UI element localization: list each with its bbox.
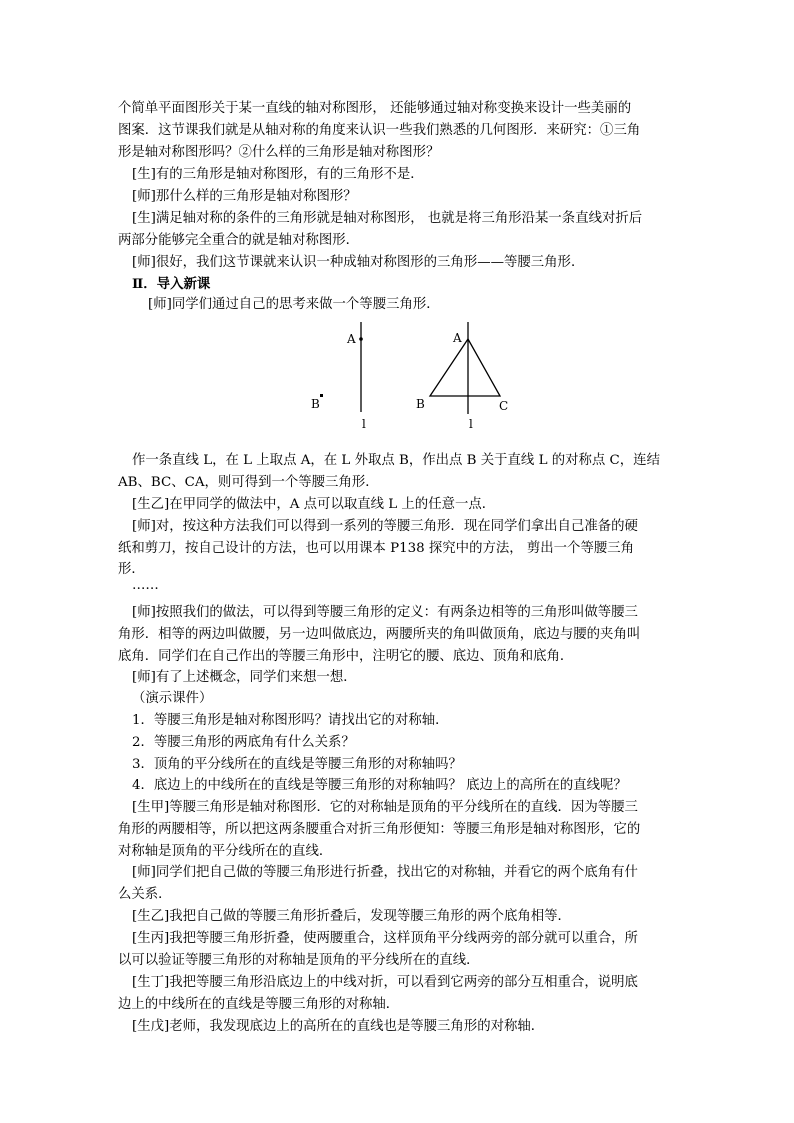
text-line: [师]同学们把自己做的等腰三角形进行折叠，找出它的对称轴，并看它的两个底角有什 xyxy=(132,865,638,880)
text-line: [生乙]我把自己做的等腰三角形折叠后，发现等腰三角形的两个底角相等． xyxy=(132,909,571,924)
text-line: 以可以验证等腰三角形的对称轴是顶角的平分线所在的直线． xyxy=(118,953,480,968)
text-line: [生丁]我把等腰三角形沿底边上的中线对折，可以看到它两旁的部分互相重合，说明底 xyxy=(132,975,638,990)
text-line: 底角．同学们在自己作出的等腰三角形中，注明它的腰、底边、顶角和底角． xyxy=(118,649,574,664)
label-b-left: B xyxy=(311,397,320,411)
question-item: 2．等腰三角形的两底角有什么关系？ xyxy=(132,735,355,750)
text-line: 作一条直线 L，在 L 上取点 A，在 L 外取点 B，作出点 B 关于直线 L 的对称点 C，连结 xyxy=(132,453,660,468)
question-item: 1．等腰三角形是轴对称图形吗？请找出它的对称轴． xyxy=(132,713,449,728)
text-line: [生甲]等腰三角形是轴对称图形．它的对称轴是顶角的平分线所在的直线．因为等腰三 xyxy=(132,800,638,815)
triangle-abc xyxy=(430,339,500,396)
text-line: 么关系． xyxy=(118,887,172,902)
text-line: 形是轴对称图形吗？②什么样的三角形是轴对称图形？ xyxy=(118,145,440,160)
ellipsis: …… xyxy=(132,578,159,593)
text-line: [师]有了上述概念，同学们来想一想． xyxy=(132,670,357,685)
text-line: [生戊]老师，我发现底边上的高所在的直线也是等腰三角形的对称轴． xyxy=(132,1019,545,1034)
text-line: 角形的两腰相等，所以把这两条腰重合对折三角形便知：等腰三角形是轴对称图形，它的 xyxy=(118,822,641,837)
question-item: 4．底边上的中线所在的直线是等腰三角形的对称轴吗？ 底边上的高所在的直线呢？ xyxy=(132,778,627,793)
label-a-right: A xyxy=(453,331,462,345)
text-line: [生丙]我把等腰三角形折叠，使两腰重合，这样顶角平分线两旁的部分就可以重合，所 xyxy=(132,931,638,946)
text-line: 纸和剪刀，按自己设计的方法，也可以用课本 P138 探究中的方法， 剪出一个等腰三角 xyxy=(118,541,635,556)
text-line: 两部分能够完全重合的就是轴对称图形． xyxy=(118,233,360,248)
section-heading: Ⅱ．导入新课 xyxy=(132,276,211,292)
isosceles-triangle-figure xyxy=(300,322,540,434)
text-line: [生乙]在甲同学的做法中，A 点可以取直线 L 上的任意一点． xyxy=(132,497,496,512)
text-line: 形． xyxy=(118,562,145,577)
text-line: [师]同学们通过自己的思考来做一个等腰三角形． xyxy=(148,297,440,312)
point-a-left xyxy=(359,337,363,341)
text-line: AB、BC、CA，则可得到一个等腰三角形． xyxy=(118,475,379,490)
text-line: [师]对，按这种方法我们可以得到一系列的等腰三角形．现在同学们拿出自己准备的硬 xyxy=(132,519,638,534)
question-item: 3．顶角的平分线所在的直线是等腰三角形的对称轴吗？ xyxy=(132,757,462,772)
label-b-right: B xyxy=(416,397,425,411)
text-line: 对称轴是顶角的平分线所在的直线． xyxy=(118,844,333,859)
text-line: [师]那什么样的三角形是轴对称图形？ xyxy=(132,189,357,204)
text-line: 角形．相等的两边叫做腰，另一边叫做底边，两腰所夹的角叫做顶角，底边与腰的夹角叫 xyxy=(118,627,641,642)
point-b-left xyxy=(320,394,323,397)
text-line: [师]很好，我们这节课就来认识一种成轴对称图形的三角形——等腰三角形． xyxy=(132,255,585,270)
text-line: 边上的中线所在的直线是等腰三角形的对称轴． xyxy=(118,997,400,1012)
label-a-left: A xyxy=(347,332,356,346)
label-l-left: l xyxy=(362,417,366,431)
text-line: [生]有的三角形是轴对称图形，有的三角形不是． xyxy=(132,167,424,182)
text-line: （演示课件） xyxy=(132,691,213,706)
label-l-right: l xyxy=(469,417,473,431)
text-line: [师]按照我们的做法，可以得到等腰三角形的定义：有两条边相等的三角形叫做等腰三 xyxy=(132,605,638,620)
text-line: 个简单平面图形关于某一直线的轴对称图形， 还能够通过轴对称变换来设计一些美丽的 xyxy=(118,101,632,116)
label-c-right: C xyxy=(499,399,509,413)
text-line: 图案．这节课我们就是从轴对称的角度来认识一些我们熟悉的几何图形．来研究：①三角 xyxy=(118,123,641,138)
text-line: [生]满足轴对称的条件的三角形就是轴对称图形， 也就是将三角形沿某一条直线对折后 xyxy=(132,211,643,226)
